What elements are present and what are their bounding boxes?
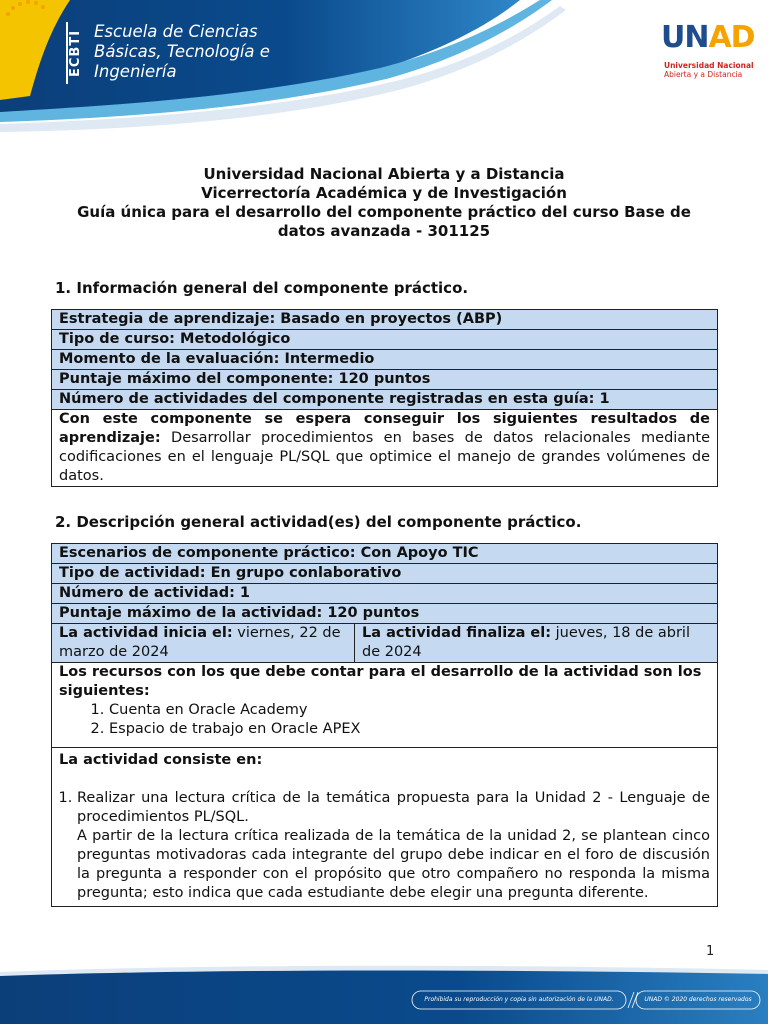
activity-cell <box>52 748 718 907</box>
resources-cell <box>52 663 718 748</box>
copyright-notice: UNAD © 2020 derechos reservados <box>644 996 752 1003</box>
start-date-value: viernes, 22 de marzo de 2024 <box>59 625 341 660</box>
copy-notice: Prohibida su reproducción y copia sin autorización de la UNAD. <box>424 996 614 1003</box>
list-item: 1. Cuenta en Oracle Academy <box>109 701 710 720</box>
results-text: Desarrollar procedimientos en bases de datos relacionales mediante codificaciones en el lenguaje PL/SQL que optimice el manejo de grandes volúmenes de datos. <box>59 430 710 484</box>
table-row <box>52 748 718 907</box>
info-cell: Número de actividades del componente registradas en esta guía: 1 <box>52 390 718 410</box>
logo-ad: AD <box>708 20 755 55</box>
table-row <box>52 350 718 370</box>
activity-steps-list <box>59 789 710 903</box>
unad-logo-dots-icon <box>0 0 84 70</box>
info-cell: Escenarios de componente práctico: Con Apoyo TIC <box>52 544 718 564</box>
end-date-cell <box>355 624 718 663</box>
table-row <box>52 330 718 350</box>
info-cell: Número de actividad: 1 <box>52 584 718 604</box>
start-date-cell <box>52 624 355 663</box>
list-item <box>77 789 710 903</box>
info-cell: Momento de la evaluación: Intermedio <box>52 350 718 370</box>
activity-heading: La actividad consiste en: <box>59 752 263 768</box>
unad-logo-subtitle <box>664 61 764 79</box>
table-row <box>52 310 718 330</box>
table-row <box>52 604 718 624</box>
resources-list <box>89 701 710 739</box>
info-cell: Estrategia de aprendizaje: Basado en proyectos (ABP) <box>52 310 718 330</box>
table-row <box>52 370 718 390</box>
general-info-table <box>51 309 718 487</box>
list-item: 2. Espacio de trabajo en Oracle APEX <box>109 720 710 739</box>
school-line: Ingeniería <box>94 62 177 81</box>
table-row <box>52 624 718 663</box>
page-number: 1 <box>706 944 715 959</box>
school-line: Escuela de Ciencias <box>94 22 258 41</box>
table-row <box>52 410 718 487</box>
start-date-label: La actividad inicia el: <box>59 625 233 641</box>
info-cell: Puntaje máximo del componente: 120 puntos <box>52 370 718 390</box>
table-row <box>52 564 718 584</box>
info-cell: Tipo de curso: Metodológico <box>52 330 718 350</box>
activity-step-text: A partir de la lectura crítica realizada de la temática de la unidad 2, se plantean cinco preguntas motivadoras cada integrante del grupo debe indicar en el foro de discusión la pregunta a responder con el propósito que otro compañero no responda la misma pregunta; esto indica que cada estudiante debe elegir una pregunta diferente. <box>77 828 710 901</box>
school-line: Básicas, Tecnología e <box>94 42 270 61</box>
activity-step-text: 1. Realizar una lectura crítica de la temática propuesta para la Unidad 2 - Lenguaje de procedimientos PL/SQL. <box>77 790 710 825</box>
activity-description-table <box>51 543 718 907</box>
table-row <box>52 544 718 564</box>
section-2-heading: 2. Descripción general actividad(es) del componente práctico. <box>55 513 582 531</box>
page-footer-banner <box>0 962 768 1024</box>
end-date-value: jueves, 18 de abril de 2024 <box>362 625 690 660</box>
end-date-label: La actividad finaliza el: <box>362 625 552 641</box>
page-header-banner <box>0 0 768 140</box>
table-row <box>52 663 718 748</box>
title-line: datos avanzada - 301125 <box>277 222 491 240</box>
table-row <box>52 584 718 604</box>
results-label: Con este componente se espera conseguir los siguientes resultados de aprendizaje: <box>59 411 710 446</box>
info-cell: Tipo de actividad: En grupo conlaborativo <box>52 564 718 584</box>
ecbti-label: ECBTI <box>66 22 88 84</box>
info-cell: Puntaje máximo de la actividad: 120 puntos <box>52 604 718 624</box>
title-line: Guía única para el desarrollo del componente práctico del curso Base de <box>77 203 691 221</box>
logo-sub-line: Universidad Nacional <box>664 61 754 70</box>
table-row <box>52 390 718 410</box>
logo-un: UN <box>661 20 709 55</box>
title-line: Vicerrectoría Académica y de Investigación <box>201 184 567 202</box>
unad-logo-text <box>661 20 755 55</box>
learning-results-cell <box>52 410 718 487</box>
logo-sub-line: Abierta y a Distancia <box>664 70 743 79</box>
title-line: Universidad Nacional Abierta y a Distancia <box>203 165 565 183</box>
school-name <box>94 22 270 82</box>
resources-heading: Los recursos con los que debe contar para el desarrollo de la actividad son los siguientes: <box>59 664 702 699</box>
section-1-heading: 1. Información general del componente práctico. <box>55 279 469 297</box>
document-title <box>60 165 708 241</box>
